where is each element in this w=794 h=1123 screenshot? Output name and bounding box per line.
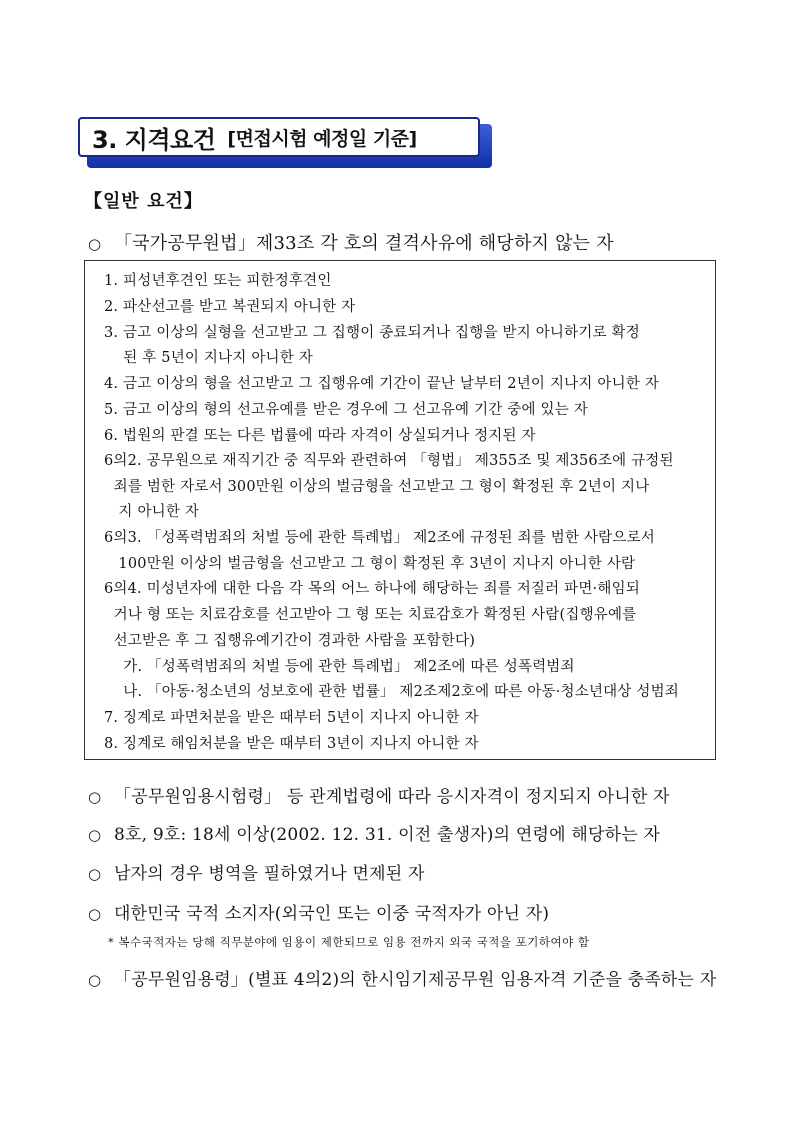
- bullet-appointment-criteria: [88, 965, 716, 990]
- dual-nationality-note: * 복수국적자는 당해 직무분야에 임용이 제한되므로 임용 전까지 외국 국적을 포기하여야 함: [108, 935, 590, 949]
- list-item: 6. 법원의 판결 또는 다른 법률에 따라 자격이 상실되거나 정지된 자: [104, 428, 536, 444]
- list-item: 2. 파산선고를 받고 복권되지 아니한 자: [104, 299, 356, 315]
- bullet-text: 「국가공무원법」제33조 각 호의 결격사유에 해당하지 않는 자: [114, 233, 614, 254]
- list-item: 죄를 범한 자로서 300만원 이상의 벌금형을 선고받고 그 형이 확정된 후 2년이 지나: [104, 479, 650, 495]
- bullet-text: 8호, 9호: 18세 이상(2002. 12. 31. 이전 출생자)의 연령에 해당하는 자: [114, 825, 661, 845]
- section-title-box: [78, 117, 490, 163]
- bullet-text: 「공무원임용령」(별표 4의2)의 한시임기제공무원 임용자격 기준을 충족하는 자: [114, 970, 717, 990]
- bullet-age: [88, 820, 660, 845]
- list-item: 3. 금고 이상의 실형을 선고받고 그 집행이 종료되거나 집행을 받지 아니하기로 확정: [104, 325, 640, 341]
- bullet-mark: ○: [88, 826, 102, 844]
- list-item: 지 아니한 자: [104, 504, 200, 520]
- list-item: 100만원 이상의 벌금형을 선고받고 그 형이 확정된 후 3년이 지나지 아니한 사람: [104, 556, 636, 572]
- list-item: 나. 「아동·청소년의 성보호에 관한 법률」 제2조제2호에 따른 아동·청소년대상 성범죄: [104, 684, 680, 700]
- bullet-disqualification: [88, 229, 614, 255]
- list-item: 거나 형 또는 치료감호를 선고받아 그 형 또는 치료감호가 확정된 사람(집행유예를: [104, 607, 637, 623]
- list-item: 4. 금고 이상의 형을 선고받고 그 집행유예 기간이 끝난 날부터 2년이 지나지 아니한 자: [104, 376, 660, 392]
- list-item: 7. 징계로 파면처분을 받은 때부터 5년이 지나지 아니한 자: [104, 710, 479, 726]
- section-title: 3. 지격요건: [92, 125, 216, 154]
- section-title-note: [면접시험 예정일 기준]: [227, 127, 417, 150]
- bullet-nationality: [88, 899, 549, 924]
- bullet-mark: ○: [88, 971, 102, 989]
- bullet-mark: ○: [88, 865, 102, 883]
- list-item: 6의3. 「성폭력범죄의 처벌 등에 관한 특례법」 제2조에 규정된 죄를 범한 사람으로서: [104, 530, 655, 546]
- bullet-text: 「공무원임용시험령」 등 관계법령에 따라 응시자격이 정지되지 아니한 자: [114, 787, 670, 807]
- list-item: 된 후 5년이 지나지 아니한 자: [104, 350, 313, 366]
- list-item: 6의2. 공무원으로 재직기간 중 직무와 관련하여 「형법」 제355조 및 제356조에 규정된: [104, 453, 674, 469]
- bullet-military: [88, 859, 425, 884]
- bullet-exam-eligibility: [88, 782, 670, 807]
- bullet-text: 남자의 경우 병역을 필하였거나 면제된 자: [114, 864, 425, 884]
- bullet-text: 대한민국 국적 소지자(외국인 또는 이중 국적자가 아닌 자): [114, 904, 550, 924]
- list-item: 5. 금고 이상의 형의 선고유예를 받은 경우에 그 선고유예 기간 중에 있는 자: [104, 402, 588, 418]
- list-item: 8. 징계로 해임처분을 받은 때부터 3년이 지나지 아니한 자: [104, 736, 479, 752]
- title-frame: [78, 117, 480, 157]
- list-item: 가. 「성폭력범죄의 처벌 등에 관한 특례법」 제2조에 따른 성폭력범죄: [104, 659, 575, 675]
- list-item: 1. 피성년후견인 또는 피한정후견인: [104, 273, 332, 289]
- bullet-mark: ○: [88, 788, 102, 806]
- bullet-mark: ○: [88, 905, 102, 923]
- general-requirements-heading: 【일반 요건】: [84, 191, 203, 212]
- list-item: 선고받은 후 그 집행유예기간이 경과한 사람을 포함한다): [104, 633, 476, 649]
- list-item: 6의4. 미성년자에 대한 다음 각 목의 어느 하나에 해당하는 죄를 저질러 파면·해임되: [104, 581, 640, 597]
- bullet-mark: ○: [88, 235, 102, 253]
